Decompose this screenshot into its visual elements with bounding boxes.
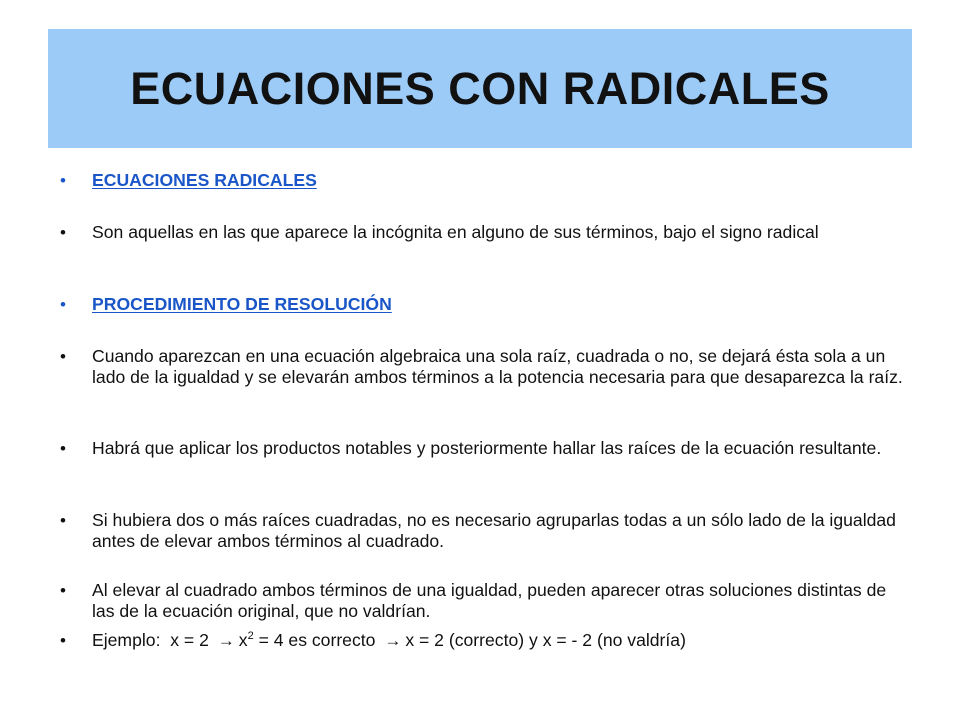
list-item [56,170,906,191]
heading-procedimiento-link[interactable]: PROCEDIMIENTO DE RESOLUCIÓN [92,294,392,314]
arrow-right-icon: → [384,631,402,650]
bullet-marker: • [60,347,66,366]
list-item [56,630,906,651]
definition-text: Son aquellas en las que aparece la incógnita en alguno de sus términos, bajo el signo radical [92,222,819,242]
list-item [56,510,906,552]
bullet-marker: • [60,631,66,650]
extra-solutions-text: Al elevar al cuadrado ambos términos de una igualdad, pueden aparecer otras soluciones distintas de las de la ecuación original, que no valdrían. [92,580,887,621]
bullet-marker: • [60,171,66,190]
example-part2-exponent: 2 [247,630,254,643]
list-item [56,438,906,459]
bullet-marker: • [60,295,66,314]
page-title: ECUACIONES CON RADICALES [130,62,830,114]
bullet-marker: • [60,223,66,242]
list-item [56,294,906,315]
list-item [56,346,906,388]
example-part1: x = 2 [170,630,209,650]
title-banner [48,29,912,148]
heading-ecuaciones-radicales-link[interactable]: ECUACIONES RADICALES [92,170,317,190]
arrow-right-icon: → [217,631,235,650]
example-label: Ejemplo: [92,630,161,650]
list-item [56,222,906,243]
list-item [56,580,906,622]
multiple-roots-text: Si hubiera dos o más raíces cuadradas, no es necesario agruparlas todas a un sólo lado de la igualdad antes de elevar ambos términos al cuadrado. [92,510,896,551]
bullet-marker: • [60,439,66,458]
example-line [92,630,906,651]
notable-products-text: Habrá que aplicar los productos notables y posteriormente hallar las raíces de la ecuación resultante. [92,438,882,458]
example-part2-base: x [238,630,248,650]
bullet-marker: • [60,511,66,530]
example-part2-rest: = 4 es correcto [253,630,376,650]
bullet-marker: • [60,581,66,600]
procedure-text: Cuando aparezcan en una ecuación algebraica una sola raíz, cuadrada o no, se dejará ésta sola a un lado de la igualdad y se elevarán ambos términos a la potencia necesaria para que desaparezca la raíz. [92,346,903,387]
example-part3: x = 2 (correcto) y x = - 2 (no valdría) [405,630,686,650]
